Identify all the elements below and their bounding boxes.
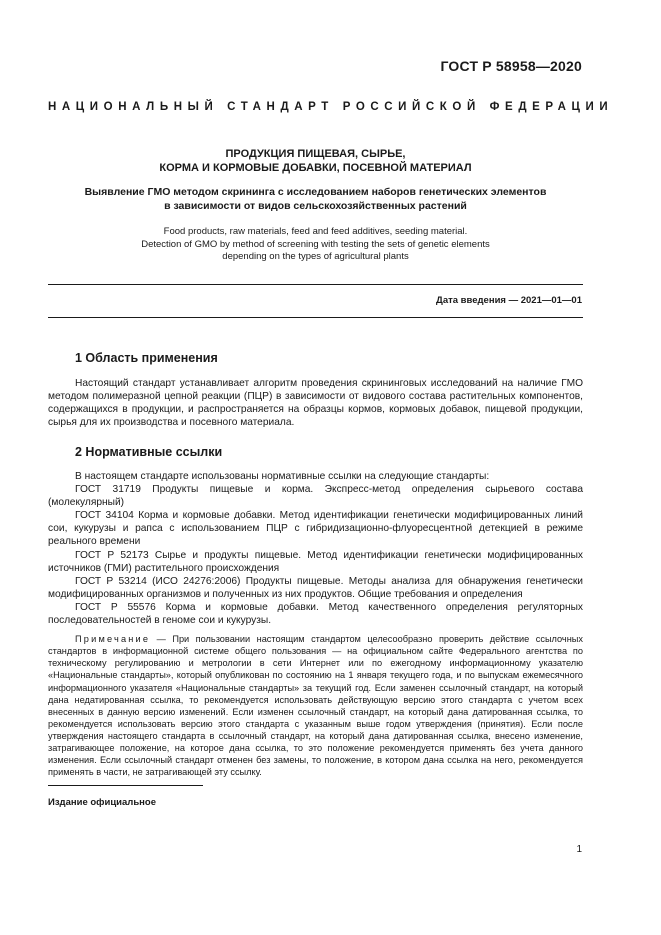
section-heading: 1 Область применения: [75, 351, 218, 365]
subtitle-line-2: в зависимости от видов сельскохозяйственных растений: [164, 199, 467, 212]
note-label: Примечание: [75, 634, 151, 645]
section-text: Настоящий стандарт устанавливает алгоритм проведения скрининговых исследований на наличие ГМО методом полимеразной цепной реакции (ПЦР) в зависимости от видового состава растительных компонентов, содержащихся в продукции, и распространяется на образцы кормов, кормовых добавок, пищевой продукции, сырья для их производства и посевного материала.: [48, 378, 583, 429]
english-title-line-1: Food products, raw materials, feed and feed additives, seeding material.: [163, 226, 468, 237]
title-line-2: КОРМА И КОРМОВЫЕ ДОБАВКИ, ПОСЕВНОЙ МАТЕРИАЛ: [159, 162, 472, 174]
note-text: — При пользовании настоящим стандартом целесообразно проверить действие ссылочных стандартов в информационной системе общего пользования — на официальном сайте Федерального агентства по техническому регулированию и метрологии в сети Интернет или по ежегодному информационному указателю «Национальные стандарты», который опубликован по состоянию на 1 января текущего года, и по выпускам ежемесячного информационного указателя «Национальные стандарты» за текущий год. Если заменен ссылочный стандарт, на который дана недатированная ссылка, то рекомендуется использовать действующую версию этого стандарта с учетом всех внесенных в данную версию изменений. Если изменен ссылочный стандарт, на который дана датированная ссылка, то рекомендуется использовать версию этого стандарта с указанным выше годом утверждения (принятия). Если после утверждения настоящего стандарта в ссылочный стандарт, на который дана датированная ссылка, внесено изменение, затрагивающее положение, на которое дана ссылка, то это положение рекомендуется применять без учета данного изменения. Если ссылочный стандарт отменен без замены, то положение, в котором дана ссылка на него, рекомендуется применять в части, не затрагивающей эту ссылку.: [48, 634, 583, 778]
english-title: [48, 226, 583, 264]
edition-label: Издание официальное: [48, 797, 156, 808]
effective-date: Дата введения — 2021—01—01: [436, 295, 582, 306]
references-intro: В настоящем стандарте использованы нормативные ссылки на следующие стандарты:: [75, 471, 490, 482]
section-normative-references: [48, 444, 583, 778]
references-note: [48, 633, 583, 778]
page-number: 1: [576, 844, 582, 855]
reference-item: ГОСТ Р 55576 Корма и кормовые добавки. Метод качественного определения регуляторных последовательностей в геноме сои и кукурузы.: [48, 601, 583, 627]
section-scope: [48, 350, 583, 429]
english-title-line-2: Detection of GMO by method of screening with testing the sets of genetic elements: [141, 238, 490, 250]
footer-divider: [48, 785, 203, 786]
document-code: ГОСТ Р 58958—2020: [440, 58, 582, 74]
english-title-line-3: depending on the types of agricultural plants: [222, 251, 409, 262]
date-divider: [48, 317, 583, 318]
title-line-1: ПРОДУКЦИЯ ПИЩЕВАЯ, СЫРЬЕ,: [225, 148, 406, 160]
reference-item: ГОСТ 34104 Корма и кормовые добавки. Метод идентификации генетически модифицированных линий сои, кукурузы и рапса с использованием ПЦР с гибридизационно-флуоресцентной детекцией в режиме реального времени: [48, 510, 583, 548]
subtitle-line-1: Выявление ГМО методом скрининга с исследованием наборов генетических элементов: [84, 186, 547, 198]
document-subtitle: [48, 186, 583, 213]
section-heading: 2 Нормативные ссылки: [75, 445, 223, 459]
document-title: [48, 147, 583, 175]
reference-item: ГОСТ Р 52173 Сырье и продукты пищевые. Метод идентификации генетически модифицированных источников (ГМИ) растительного происхождения: [48, 549, 583, 574]
national-standard-banner: НАЦИОНАЛЬНЫЙ СТАНДАРТ РОССИЙСКОЙ ФЕДЕРАЦИИ: [48, 101, 614, 113]
reference-item: ГОСТ Р 53214 (ИСО 24276:2006) Продукты пищевые. Методы анализа для обнаружения генетически модифицированных организмов и полученных из них продуктов. Общие требования и определения: [48, 575, 583, 600]
reference-item: ГОСТ 31719 Продукты пищевые и корма. Экспресс-метод определения сырьевого состава (молекулярный): [48, 484, 583, 509]
title-divider: [48, 284, 583, 285]
